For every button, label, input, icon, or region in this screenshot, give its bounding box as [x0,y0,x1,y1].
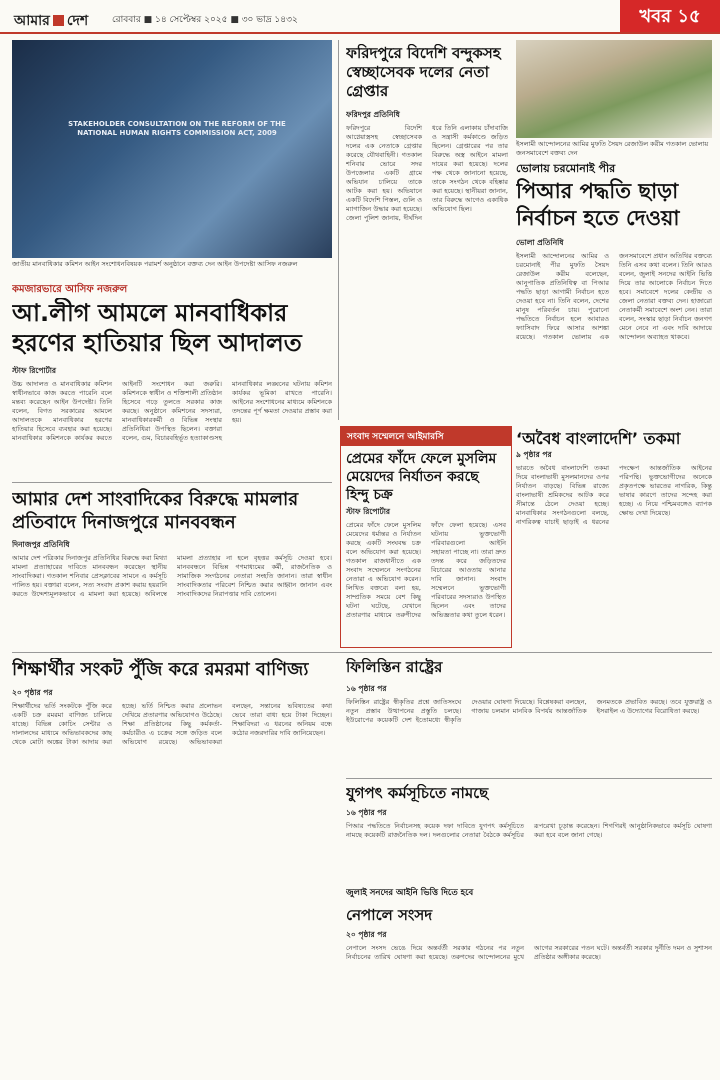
iskcon-box [340,426,512,648]
bhola-byline: ভোলা প্রতিনিধি [516,238,564,247]
dinajpur-body: আমার দেশ পত্রিকার দিনাজপুর প্রতিনিধির বিরুদ্ধে করা মিথ্যা মামলা প্রত্যাহারের দাবিতে মানববন্ধন করেছেন স্থানীয় সাংবাদিকরা। গতকাল শনিবার প্রেসক্লাবের সামনে এ কর্মসূচি পালিত হয়। বক্তারা বলেন, সত্য সংবাদ প্রকাশ করায় হয়রানি করতে উদ্দেশ্যমূলকভাবে এ মামলা করা হয়েছে। অবিলম্বে মামলা প্রত্যাহার না হলে বৃহত্তর কর্মসূচি দেওয়া হবে। মানববন্ধনে বিভিন্ন গণমাধ্যমের কর্মী, রাজনৈতিক ও সামাজিক সংগঠনের নেতারা সংহতি জানান। তারা স্বাধীন সাংবাদিকতার পরিবেশ নিশ্চিত করার আহ্বান জানান এবং সাংবাদিকদের নিরাপত্তার দাবি তোলেন। [12,554,332,598]
dinajpur-byline: দিনাজপুর প্রতিনিধি [12,540,70,549]
dinajpur-headline: আমার দেশ সাংবাদিকের বিরুদ্ধে মামলার প্রতিবাদে দিনাজপুরে মানববন্ধন [12,489,299,533]
section-tag: খবর ১৫ [620,0,720,34]
faridpur-body: ফরিদপুরে বিদেশি আগ্নেয়াস্ত্রসহ স্বেচ্ছাসেবক দলের এক নেতাকে গ্রেপ্তার করেছে যৌথবাহিনী। গতকাল শনিবার ভোরে সদর উপজেলার একটি গ্রামে অভিযান চালিয়ে তাকে আটক করা হয়। অভিযানে একটি বিদেশি পিস্তল, গুলি ও ম্যাগাজিন উদ্ধার করা হয়েছে। জেলা পুলিশ জানায়, দীর্ঘদিন ধরে তিনি এলাকায় চাঁদাবাজি ও সন্ত্রাসী কর্মকাণ্ডে জড়িত ছিলেন। গ্রেপ্তারের পর তার বিরুদ্ধে অস্ত্র আইনে মামলা দায়ের করা হয়েছে। দলের পক্ষ থেকে জানানো হয়েছে, তাকে সংগঠন থেকে বহিষ্কার করা হয়েছে। স্থানীয়রা জানান, তার বিরুদ্ধে আগেও একাধিক অভিযোগ ছিল। [346,124,508,222]
education-headline: শিক্ষার্থীর সংকট পুঁজি করে রমরমা বাণিজ্য [12,659,309,680]
rule [12,652,712,653]
rights-headline: আ.লীগ আমলে মানবাধিকার হরণের হাতিয়ার ছিল আদালত [12,299,302,357]
paper-name-left: আমার [14,13,50,29]
masthead [0,0,720,34]
bangladeshi-body: ভারতে অবৈধ বাংলাদেশি তকমা দিয়ে বাংলাভাষী মুসলমানদের ওপর নির্যাতন বাড়ছে। বিভিন্ন রাজ্যে বাংলাভাষী শ্রমিকদের আটক করে সীমান্তে ঠেলে দেওয়া হচ্ছে। মানবাধিকার সংগঠনগুলো বলছে, নাগরিকত্ব যাচাই ছাড়াই এ ধরনের পদক্ষেপ আন্তর্জাতিক আইনের পরিপন্থি। ভুক্তভোগীদের অনেকে প্রকৃতপক্ষে ভারতের নাগরিক, কিন্তু ভাষার কারণে তাদের সন্দেহ করা হচ্ছে। এ নিয়ে পশ্চিমবঙ্গেও ব্যাপক ক্ষোভ দেখা দিয়েছে। [516,464,712,526]
palestine-body: ফিলিস্তিন রাষ্ট্রের স্বীকৃতির প্রশ্নে জাতিসংঘে নতুন প্রস্তাব উত্থাপনের প্রস্তুতি চলছে। ইউরোপের কয়েকটি দেশ ইতোমধ্যে স্বীকৃতি দেওয়ার ঘোষণা দিয়েছে। বিশ্লেষকরা বলছেন, গাজায় চলমান মানবিক বিপর্যয় আন্তর্জাতিক জনমতকে প্রভাবিত করছে। তবে যুক্তরাষ্ট্র ও ইসরাইল এ উদ্যোগের বিরোধিতা করছে। [346,698,712,724]
bhola-body: ইসলামী আন্দোলনের আমির ও চরমোনাই পীর মুফতি সৈয়দ রেজাউল করীম বলেছেন, আনুপাতিক প্রতিনিধিত্ব বা পিআর পদ্ধতি ছাড়া আগামী নির্বাচন হতে দেওয়া হবে না। তিনি বলেন, দেশের মানুষ পরিবর্তন চায়। পুরোনো পদ্ধতিতে নির্বাচন হলে আবারও ফ্যাসিবাদ ফিরে আসার আশঙ্কা রয়েছে। গতকাল ভোলায় এক জনসমাবেশে প্রধান অতিথির বক্তব্যে তিনি এসব কথা বলেন। তিনি আরও বলেন, জুলাই সনদের আইনি ভিত্তি দিয়ে তার আলোকে নির্বাচন দিতে হবে। সমাবেশে দলের কেন্দ্রীয় ও জেলা নেতারা বক্তব্য দেন। হাজারো নেতাকর্মী সমাবেশে অংশ নেন। তারা বলেন, সংস্কার ছাড়া নির্বাচন জনগণ মেনে নেবে না এবং দাবি আদায়ে আন্দোলন অব্যাহত থাকবে। [516,252,712,341]
rights-kicker: কমজারভারে আসিফ নজরুল [12,284,128,295]
bhola-photo [516,40,712,138]
iskcon-banner: সংবাদ সম্মেলনে আইমারসি [341,427,511,446]
bhola-kicker: ভোলায় চরমোনাই পীর [516,162,616,174]
rule [346,778,712,779]
photo-banner: STAKEHOLDER CONSULTATION ON THE REFORM OF THE NATIONAL HUMAN RIGHTS COMMISSION ACT, 2009 [68,120,286,137]
date-line: রোববার ■ ১৪ সেপ্টেম্বর ২০২৫ ■ ৩০ ভাদ্র ১৪৩২ [112,15,298,25]
faridpur-byline: ফরিদপুর প্রতিনিধি [346,110,400,119]
column-rule [338,40,339,420]
paper-name [14,9,88,33]
program-body: পিআর পদ্ধতিতে নির্বাচনসহ কয়েক দফা দাবিতে যুগপৎ কর্মসূচিতে নামছে কয়েকটি রাজনৈতিক দল। দলগুলোর নেতারা বৈঠকে কর্মসূচির রূপরেখা চূড়ান্ত করেছেন। শিগগিরই আনুষ্ঠানিকভাবে কর্মসূচি ঘোষণা করা হবে বলে জানা গেছে। [346,822,712,839]
rights-body: উচ্চ আদালত ও মানবাধিকার কমিশন স্বাধীনভাবে কাজ করতে পারেনি বলে মন্তব্য করেছেন আইন উপদেষ্টা। তিনি বলেন, বিগত সরকারের আমলে আদালতকে মানবাধিকার হরণের হাতিয়ার হিসেবে ব্যবহার করা হয়েছে। মানবাধিকার কমিশনকে কার্যকর করতে আইনটি সংশোধন করা জরুরি। কমিশনকে স্বাধীন ও শক্তিশালী প্রতিষ্ঠান হিসেবে গড়ে তুলতে সরকার কাজ করছে। অনুষ্ঠানে কমিশনের সদস্যরা, মানবাধিকারকর্মী ও বিভিন্ন সংস্থার প্রতিনিধিরা উপস্থিত ছিলেন। বক্তারা বলেন, গুম, বিচারবহির্ভূত হত্যাকাণ্ডসহ মানবাধিকার লঙ্ঘনের ঘটনায় কমিশন কার্যকর ভূমিকা রাখতে পারেনি। আইনের সংশোধনের মাধ্যমে কমিশনকে তদন্তের পূর্ণ ক্ষমতা দেওয়ার প্রস্তাব করা হয়। [12,380,332,442]
program-byline: ১৬ পৃষ্ঠার পর [346,808,387,817]
bhola-headline: পিআর পদ্ধতি ছাড়া নির্বাচন হতে দেওয়া [516,179,680,230]
logo-square-icon [53,15,64,26]
rights-byline: স্টাফ রিপোর্টার [12,366,57,375]
paper-name-right: দেশ [66,13,89,29]
bhola-photo-caption: ইসলামী আন্দোলনের আমির মুফতি সৈয়দ রেজাউল করীম গতকাল ভোলায় জনসমাবেশে বক্তব্য দেন [516,140,709,157]
iskcon-byline: স্টাফ রিপোর্টার [346,507,391,516]
palestine-byline: ১৬ পৃষ্ঠার পর [346,684,387,693]
nepal-body: নেপালে সংসদ ভেঙে দিয়ে অন্তর্বর্তী সরকার গঠনের পর নতুন নির্বাচনের তারিখ ঘোষণা করা হয়েছে। তরুণদের আন্দোলনের মুখে আগের সরকারের পতন ঘটে। অন্তর্বর্তী সরকার দুর্নীতি দমন ও সুশাসন প্রতিষ্ঠার অঙ্গীকার করেছে। [346,944,712,961]
nepal-byline: ২০ পৃষ্ঠার পর [346,930,387,939]
program-subheading: জুলাই সনদের আইনি ভিত্তি দিতে হবে [346,888,474,898]
bangladeshi-headline: ‘অবৈধ বাংলাদেশি’ তকমা [516,429,681,448]
iskcon-headline: প্রেমের ফাঁদে ফেলে মুসলিম মেয়েদের নির্যাতন করছে হিন্দু চক্র [346,451,497,503]
education-body: শিক্ষার্থীদের ভর্তি সংকটকে পুঁজি করে একটি চক্র রমরমা বাণিজ্য চালিয়ে যাচ্ছে। বিভিন্ন কোচিং সেন্টার ও দালালদের মাধ্যমে অভিভাবকদের কাছ থেকে মোটা অঙ্কের টাকা আদায় করা হচ্ছে। ভর্তি নিশ্চিত করার প্রলোভন দেখিয়ে প্রতারণার অভিযোগও উঠেছে। শিক্ষা প্রতিষ্ঠানের কিছু কর্মকর্তা-কর্মচারীও এ চক্রের সঙ্গে জড়িত বলে অভিযোগ রয়েছে। অভিভাবকরা বলছেন, সন্তানের ভবিষ্যতের কথা ভেবে তারা বাধ্য হয়ে টাকা দিচ্ছেন। শিক্ষাবিদরা এ ধরনের অনিয়ম বন্ধে কঠোর নজরদারির দাবি জানিয়েছেন। [12,702,332,746]
program-headline: যুগপৎ কর্মসূচিতে নামছে [346,784,489,802]
palestine-headline: ফিলিস্তিন রাষ্ট্রের [346,658,443,676]
rule [12,482,332,483]
iskcon-body: প্রেমের ফাঁদে ফেলে মুসলিম মেয়েদের ধর্মান্তর ও নির্যাতন করছে একটি সংঘবদ্ধ চক্র বলে অভিযোগ করা হয়েছে। গতকাল রাজধানীতে এক সংবাদ সম্মেলনে সংগঠনের নেতারা এ অভিযোগ করেন। লিখিত বক্তব্যে বলা হয়, সাম্প্রতিক সময়ে বেশ কিছু ঘটনা ঘটেছে, যেখানে প্রতারণার মাধ্যমে তরুণীদের ফাঁদে ফেলা হয়েছে। এসব ঘটনায় ভুক্তভোগী পরিবারগুলো আইনি সহায়তা পাচ্ছে না। তারা দ্রুত তদন্ত করে জড়িতদের বিচারের আওতায় আনার দাবি জানান। সংবাদ সম্মেলনে ভুক্তভোগী পরিবারের সদস্যরাও উপস্থিত ছিলেন এবং তাদের অভিজ্ঞতার কথা তুলে ধরেন। [346,521,506,619]
nepal-headline: নেপালে সংসদ [346,906,433,924]
faridpur-headline: ফরিদপুরে বিদেশি বন্দুকসহ স্বেচ্ছাসেবক দলের নেতা গ্রেপ্তার [346,44,501,100]
rights-photo-caption: জাতীয় মানবাধিকার কমিশন আইন সংশোধনবিষয়ক পরামর্শ অনুষ্ঠানে বক্তব্য দেন আইন উপদেষ্টা আসিফ নজরুল [12,260,298,268]
bangladeshi-byline: ৯ পৃষ্ঠার পর [516,450,552,459]
rights-photo [12,40,332,258]
education-byline: ২০ পৃষ্ঠার পর [12,688,53,697]
